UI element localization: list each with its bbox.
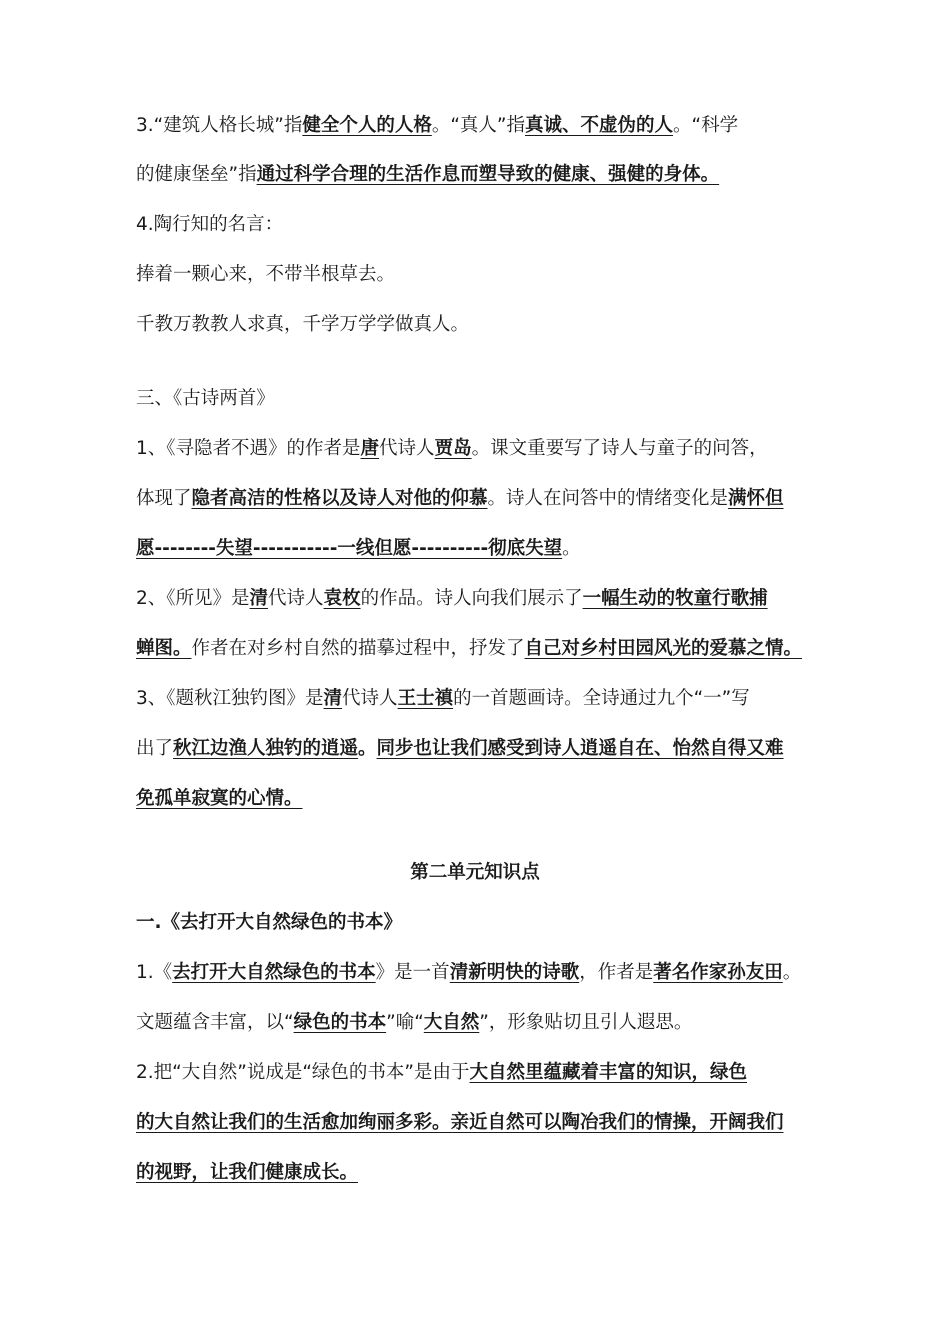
text-line <box>136 736 826 762</box>
text-segment: 。“真人”指 <box>431 115 526 136</box>
text-segment: 。“科学 <box>673 115 739 136</box>
text-segment: ”，形象贴切且引人遐思。 <box>479 1012 693 1033</box>
underlined-answer: 清 <box>249 588 269 609</box>
text-segment: 2.把“大自然”说成是“绿色的书本”是由于 <box>136 1062 470 1083</box>
text-segment: 代诗人 <box>268 588 324 609</box>
text-segment: 一.《去打开大自然绿色的书本》 <box>136 912 403 933</box>
text-segment: 。 <box>358 738 377 759</box>
text-line <box>136 686 826 712</box>
text-segment: 。课文重要写了诗人与童子的问答， <box>471 438 768 459</box>
text-segment: 的健康堡垒”指 <box>136 164 257 185</box>
underlined-answer: 去打开大自然绿色的书本 <box>172 962 376 983</box>
text-line <box>136 636 826 662</box>
underlined-answer: 愿--------失望-----------一线但愿----------彻底失望 <box>136 538 563 559</box>
text-line <box>136 910 826 936</box>
underlined-answer: 真诚、不虚伪的人 <box>525 115 674 136</box>
text-line <box>136 960 826 986</box>
underlined-answer: 的大自然让我们的生活愈加绚丽多彩。亲近自然可以陶冶我们的情操，开阔我们 <box>136 1112 784 1133</box>
text-segment: 。诗人在问答中的情绪变化是 <box>487 488 729 509</box>
text-line <box>136 536 826 562</box>
text-segment: ”喻“ <box>386 1012 424 1033</box>
text-segment: 1.《 <box>136 962 173 983</box>
underlined-answer: 满怀但 <box>728 488 784 509</box>
text-segment: 捧着一颗心来，不带半根草去。 <box>136 264 396 285</box>
text-line <box>136 162 826 188</box>
text-segment: 》是一首 <box>375 962 450 983</box>
text-segment: 三、《古诗两首》 <box>136 388 275 409</box>
text-segment: 2、《所见》是 <box>136 588 250 609</box>
text-line <box>136 212 826 238</box>
underlined-answer: 贾岛 <box>434 438 472 459</box>
underlined-answer: 同步也让我们感受到诗人逍遥自在、怡然自得又难 <box>376 738 784 759</box>
underlined-answer: 大自然里蕴藏着丰富的知识，绿色 <box>469 1062 748 1083</box>
underlined-answer: 王士禛 <box>397 688 454 709</box>
underlined-answer: 清 <box>323 688 343 709</box>
text-segment: 代诗人 <box>342 688 398 709</box>
underlined-answer: 大自然 <box>423 1012 480 1033</box>
text-line <box>136 312 826 338</box>
text-line <box>136 486 826 512</box>
text-segment: 4.陶行知的名言： <box>136 214 284 235</box>
text-line <box>136 262 826 288</box>
text-segment: 代诗人 <box>379 438 435 459</box>
text-line <box>136 1010 826 1036</box>
text-segment: 出了 <box>136 738 174 759</box>
text-segment: 1、《寻隐者不遇》的作者是 <box>136 438 361 459</box>
text-segment: 第二单元知识点 <box>410 862 540 883</box>
text-segment: 千教万教教人求真，千学万学学做真人。 <box>136 314 470 335</box>
text-segment: 。 <box>562 538 581 559</box>
underlined-answer: 唐 <box>360 438 380 459</box>
text-line <box>136 1060 826 1086</box>
text-segment: 的一首题画诗。全诗通过九个“一”写 <box>453 688 750 709</box>
underlined-answer: 蝉图。 <box>136 638 192 659</box>
text-segment: 文题蕴含丰富，以“ <box>136 1012 294 1033</box>
underlined-answer: 绿色的书本 <box>293 1012 387 1033</box>
text-line <box>136 113 826 139</box>
underlined-answer: 秋江边渔人独钓的逍遥 <box>173 738 359 759</box>
text-segment: 。 <box>782 962 802 983</box>
text-line <box>136 436 826 462</box>
underlined-answer: 自己对乡村田园风光的爱慕之情。 <box>524 638 803 659</box>
text-segment: 体现了 <box>136 488 192 509</box>
text-segment: 的作品。诗人向我们展示了 <box>360 588 583 609</box>
section-heading <box>0 860 950 886</box>
underlined-answer: 清新明快的诗歌 <box>449 962 580 983</box>
text-line <box>136 386 826 412</box>
underlined-answer: 一幅生动的牧童行歌捕 <box>582 588 768 609</box>
underlined-answer: 健全个人的人格 <box>302 115 432 136</box>
text-line <box>136 786 826 812</box>
text-line <box>136 1110 826 1136</box>
underlined-answer: 袁枚 <box>323 588 361 609</box>
text-line <box>136 586 826 612</box>
underlined-answer: 的视野，让我们健康成长。 <box>136 1162 359 1183</box>
text-segment: 作者在对乡村自然的描摹过程中，抒发了 <box>191 638 525 659</box>
text-segment: 3、《题秋江独钓图》是 <box>136 688 324 709</box>
text-segment: ，作者是 <box>579 962 654 983</box>
text-segment: 3.“建筑人格长城”指 <box>136 115 303 136</box>
underlined-answer: 免孤单寂寞的心情。 <box>136 788 303 809</box>
underlined-answer: 隐者高洁的性格以及诗人对他的仰慕 <box>191 488 488 509</box>
underlined-answer: 通过科学合理的生活作息而塑导致的健康、强健的身体。 <box>256 164 720 185</box>
underlined-answer: 著名作家孙友田 <box>653 962 783 983</box>
text-line <box>136 1160 826 1186</box>
